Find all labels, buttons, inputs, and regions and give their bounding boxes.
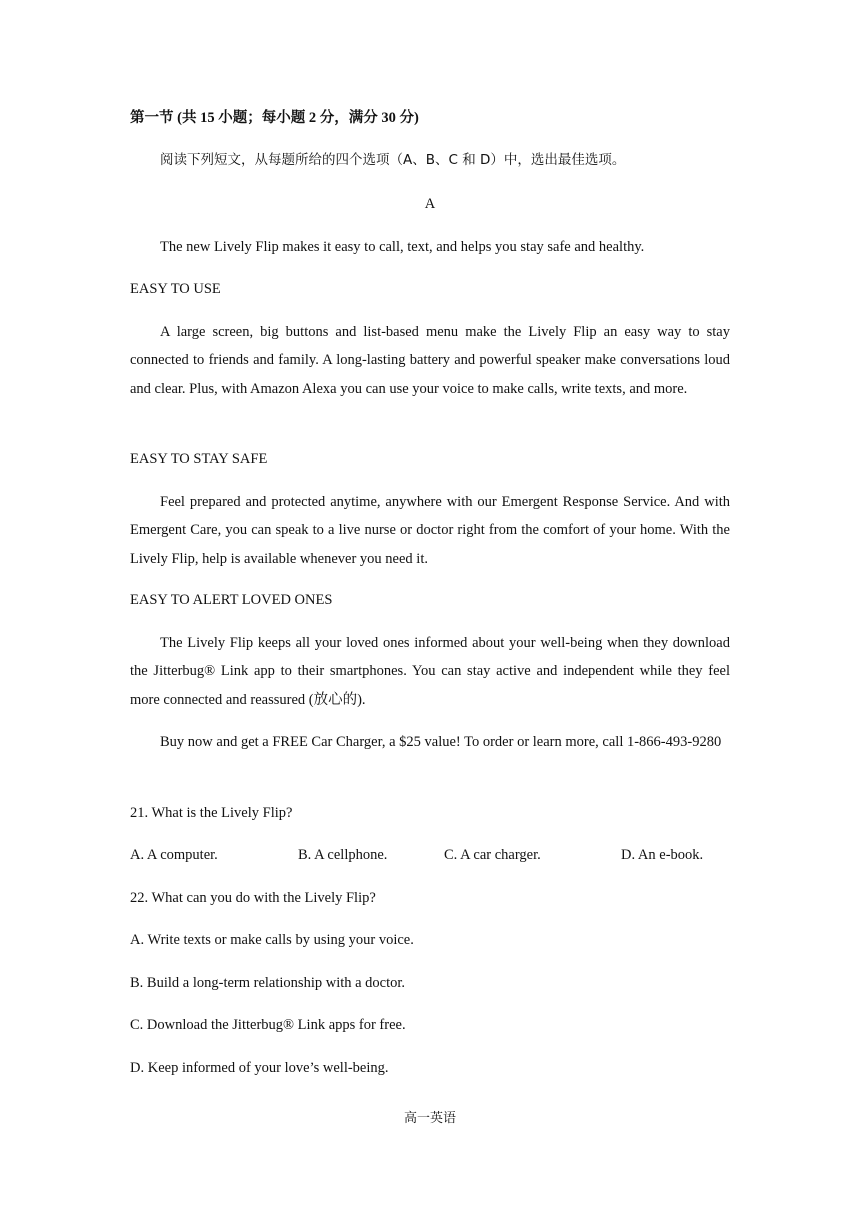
question-21-option-d: D. An e-book. xyxy=(621,847,704,863)
question-22-stem: 22. What can you do with the Lively Flip? xyxy=(130,890,376,906)
question-21-option-c: C. A car charger. xyxy=(444,847,541,863)
question-22-option-b: B. Build a long-term relationship with a doctor. xyxy=(130,975,406,991)
offer-paragraph: Buy now and get a FREE Car Charger, a $25 value! To order or learn more, call 1-866-493-9280 xyxy=(160,734,722,750)
section-heading-easy-to-stay-safe: EASY TO STAY SAFE xyxy=(130,451,268,467)
question-22-option-a: A. Write texts or make calls by using your voice. xyxy=(130,932,414,948)
question-21-option-b: B. A cellphone. xyxy=(298,847,388,863)
section-body-easy-to-use: A large screen, big buttons and list-based menu make the Lively Flip an easy way to stay connected to friends and family. A long-lasting battery and powerful speaker make conversations loud and clear. Plus, with Amazon Alexa you can use your voice to make calls, write texts, and more. xyxy=(130,324,730,397)
section-heading-easy-to-use: EASY TO USE xyxy=(130,281,221,297)
instruction-text: 阅读下列短文，从每题所给的四个选项（A、B、C 和 D）中，选出最佳选项。 xyxy=(160,152,626,168)
section-body-easy-to-alert: The Lively Flip keeps all your loved ones informed about your well-being when they download the Jitterbug® Link app to their smartphones. You can stay active and independent while they feel more connected and reassured (放心的). xyxy=(130,635,730,708)
question-22-option-c: C. Download the Jitterbug® Link apps for free. xyxy=(130,1017,406,1033)
page-footer: 高一英语 xyxy=(403,1111,456,1126)
section-title: 第一节 (共 15 小题；每小题 2 分，满分 30 分) xyxy=(130,110,419,126)
question-21-stem: 21. What is the Lively Flip? xyxy=(130,805,293,821)
passage-label: A xyxy=(424,196,436,212)
question-22-option-d: D. Keep informed of your love’s well-being. xyxy=(130,1060,389,1076)
question-21-option-a: A. A computer. xyxy=(130,847,218,863)
intro-paragraph: The new Lively Flip makes it easy to call, text, and helps you stay safe and healthy. xyxy=(160,239,645,255)
section-body-easy-to-stay-safe: Feel prepared and protected anytime, anywhere with our Emergent Response Service. And with Emergent Care, you can speak to a live nurse or doctor right from the comfort of your home. With the Lively Flip, help is available whenever you need it. xyxy=(130,494,730,567)
section-heading-easy-to-alert: EASY TO ALERT LOVED ONES xyxy=(130,592,333,608)
